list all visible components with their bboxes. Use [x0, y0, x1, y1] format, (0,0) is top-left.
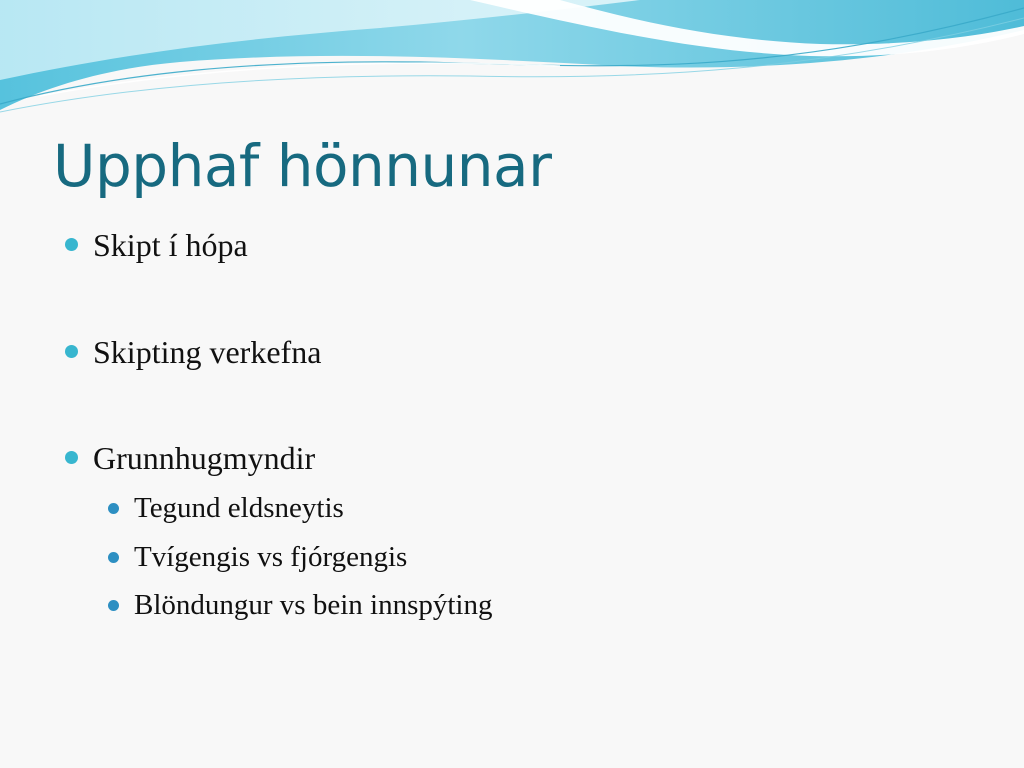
- bullet-item: Grunnhugmyndir: [93, 440, 316, 476]
- bullet-dot-icon: [65, 238, 78, 251]
- bullet-item: Skipt í hópa: [93, 227, 248, 263]
- sub-bullet-dot-icon: [108, 600, 119, 611]
- sub-bullet-dot-icon: [108, 503, 119, 514]
- slide-title: Upphaf hönnunar: [53, 132, 552, 200]
- wave-banner: [0, 0, 1024, 130]
- sub-bullet-item: Tegund eldsneytis: [134, 492, 344, 524]
- bullet-item: Skipting verkefna: [93, 334, 322, 370]
- bullet-dot-icon: [65, 345, 78, 358]
- sub-bullet-item: Tvígengis vs fjórgengis: [134, 541, 408, 573]
- sub-bullet-dot-icon: [108, 552, 119, 563]
- sub-bullet-item: Blöndungur vs bein innspýting: [134, 589, 493, 621]
- bullet-dot-icon: [65, 451, 78, 464]
